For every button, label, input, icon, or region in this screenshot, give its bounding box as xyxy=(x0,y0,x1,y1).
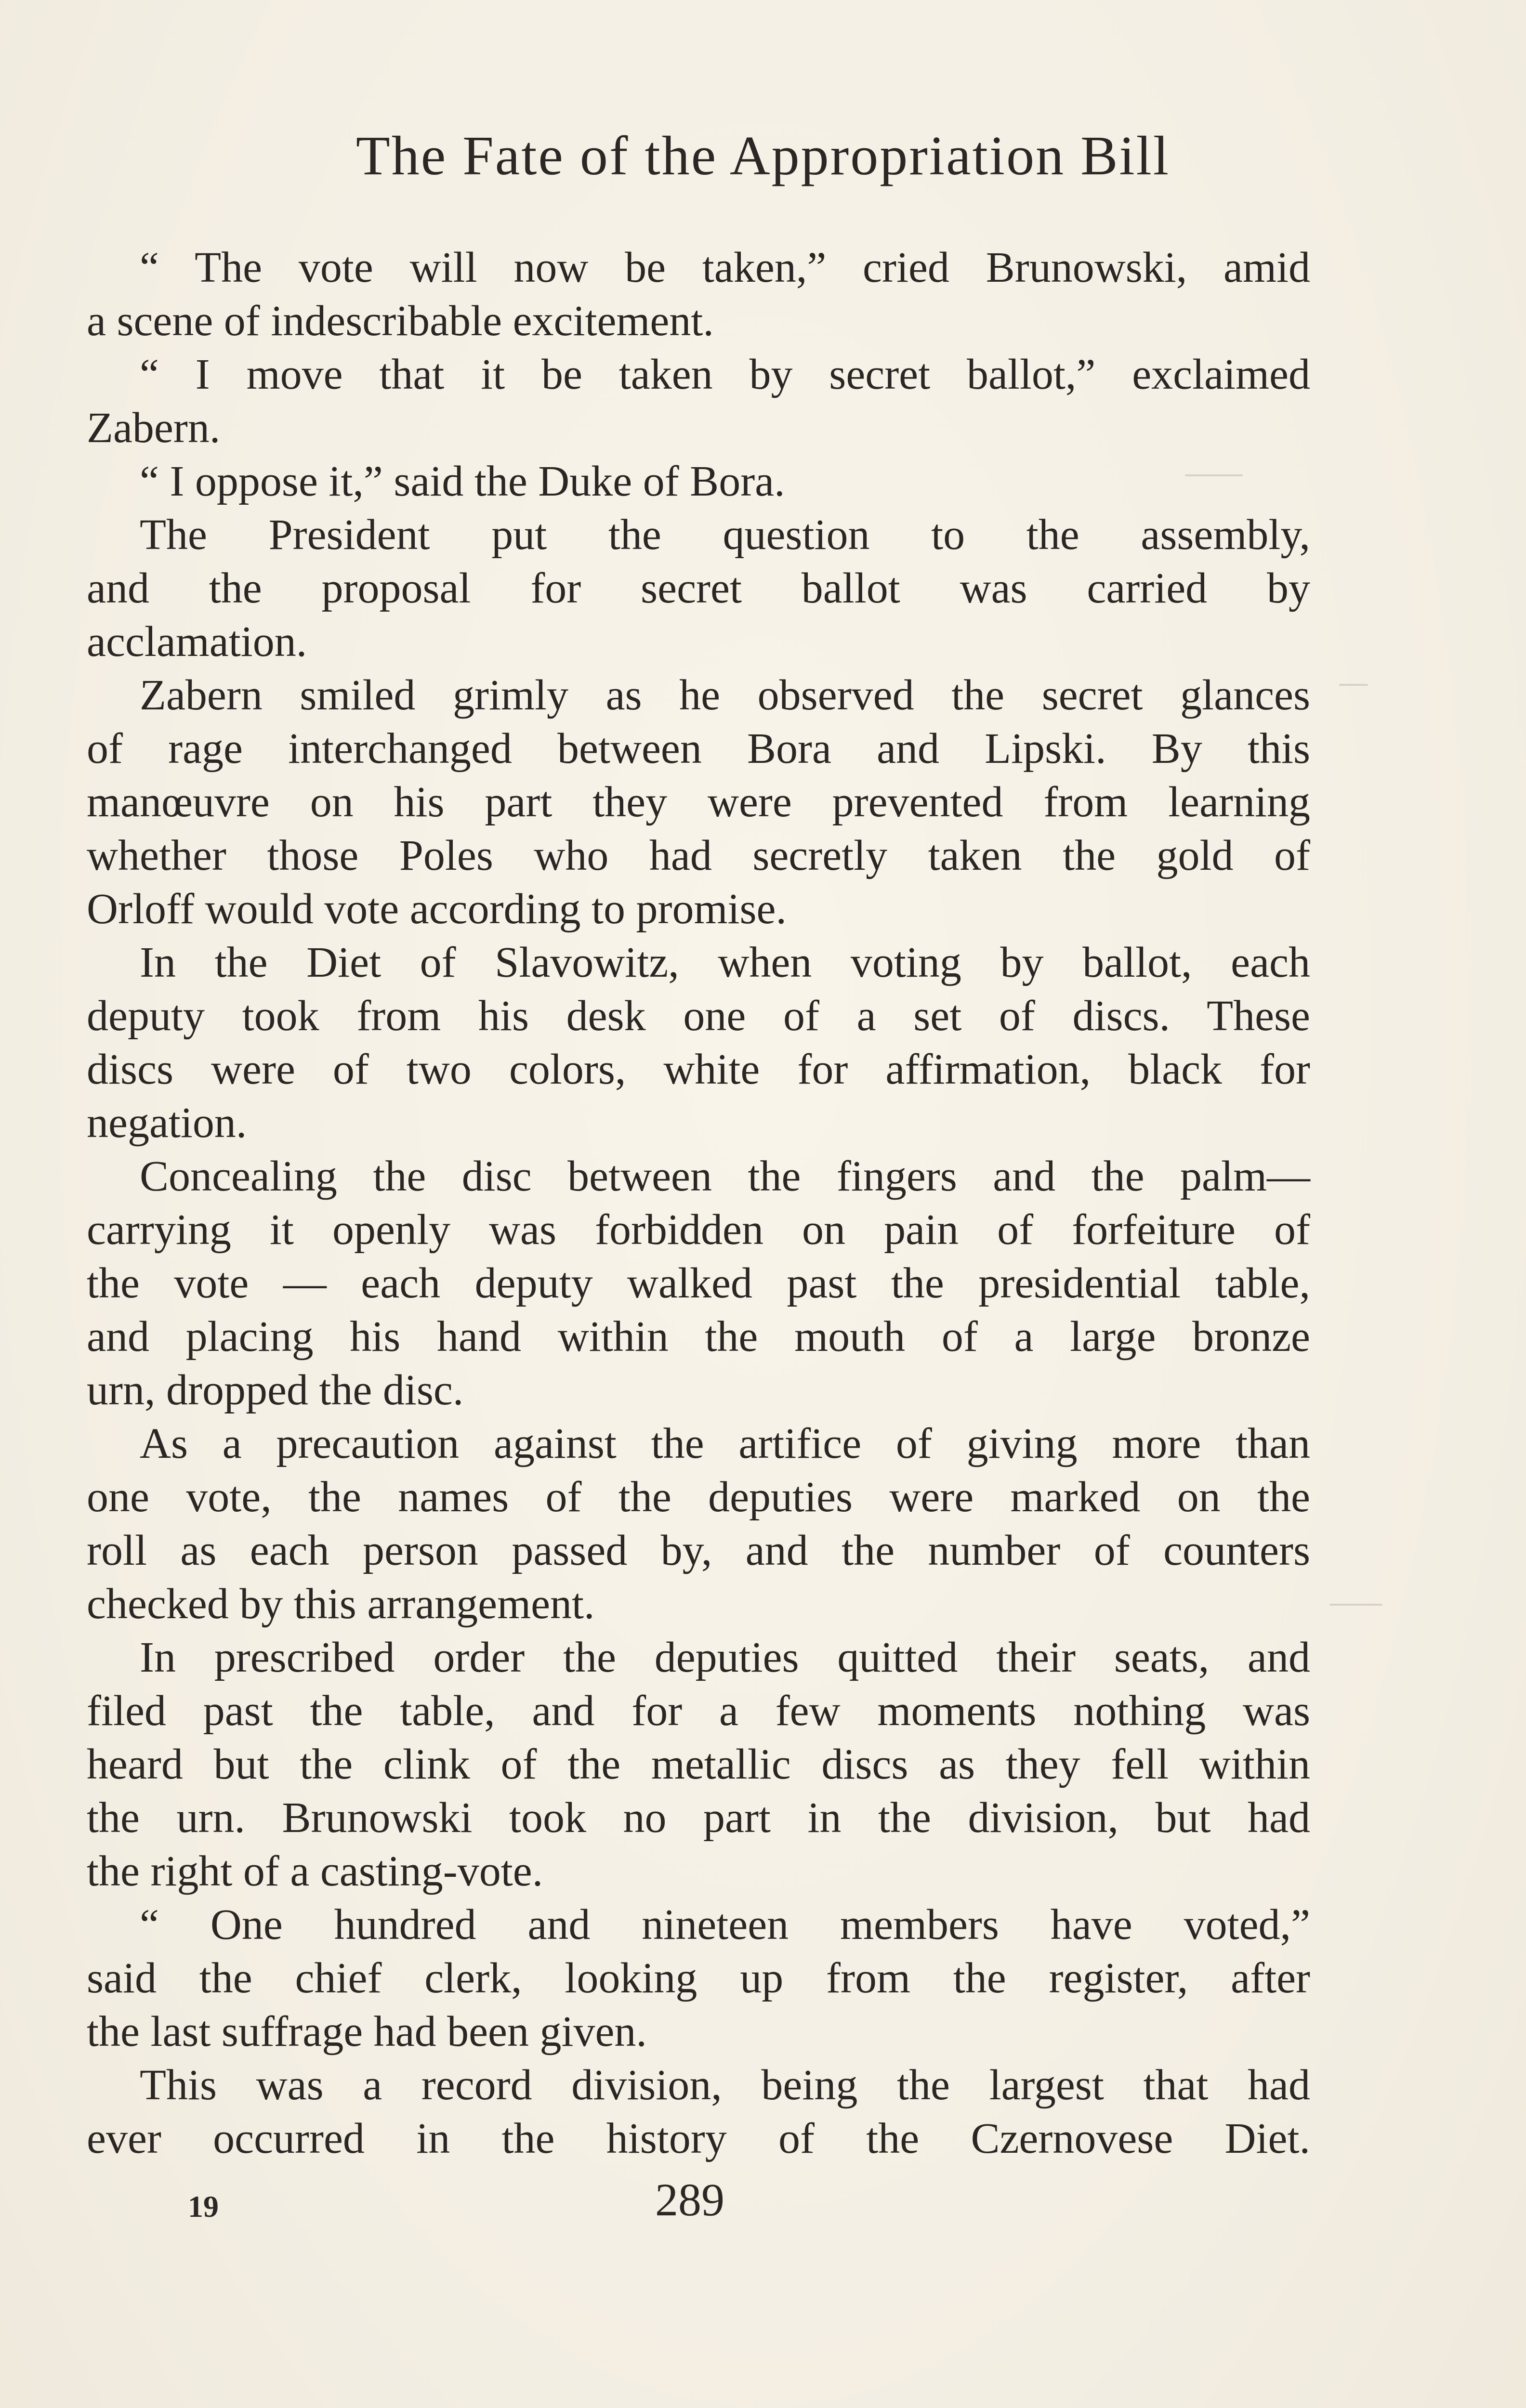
signature-mark: 19 xyxy=(188,2189,219,2224)
paragraph xyxy=(87,348,1310,455)
text-line: This was a record division, being the largest that had xyxy=(140,2061,1310,2109)
text-line: the urn. Brunowski took no part in the division, but had xyxy=(87,1794,1310,1842)
paragraph xyxy=(87,936,1310,1150)
text-line: filed past the table, and for a few moments nothing was xyxy=(87,1687,1310,1735)
text-line: deputy took from his desk one of a set of discs. These xyxy=(87,992,1310,1040)
text-line: heard but the clink of the metallic discs as they fell within xyxy=(87,1741,1310,1788)
text-line: urn, dropped the disc. xyxy=(87,1366,464,1414)
text-line: The President put the question to the assembly, xyxy=(140,511,1310,559)
text-line: ever occurred in the history of the Czernovese Diet. xyxy=(87,2115,1310,2162)
body-text xyxy=(87,241,1310,2165)
paper-speck xyxy=(1329,1604,1382,1606)
text-line: the right of a casting-vote. xyxy=(87,1847,543,1895)
paper-speck xyxy=(1339,684,1368,686)
text-line: Zabern. xyxy=(87,404,221,452)
text-line: manœuvre on his part they were prevented from learning xyxy=(87,778,1310,826)
text-line: and placing his hand within the mouth of a large bronze xyxy=(87,1313,1310,1361)
paragraph xyxy=(87,1631,1310,1898)
text-line: a scene of indescribable excitement. xyxy=(87,297,714,345)
text-line: said the chief clerk, looking up from the register, after xyxy=(87,1954,1310,2002)
text-line: and the proposal for secret ballot was carried by xyxy=(87,564,1310,612)
text-line: roll as each person passed by, and the number of counters xyxy=(87,1527,1310,1574)
paragraph xyxy=(87,1417,1310,1631)
text-line: discs were of two colors, white for affirmation, black for xyxy=(87,1046,1310,1093)
paragraph xyxy=(87,668,1310,936)
text-line: “ I oppose it,” said the Duke of Bora. xyxy=(140,458,785,505)
paragraph xyxy=(87,1898,1310,2058)
paragraph xyxy=(87,455,1310,508)
paper-speck xyxy=(1185,474,1243,476)
text-line: Orloff would vote according to promise. xyxy=(87,885,787,933)
text-line: “ I move that it be taken by secret ballot,” exclaimed xyxy=(140,351,1310,398)
paragraph xyxy=(87,241,1310,348)
text-line: acclamation. xyxy=(87,618,307,666)
text-line: In prescribed order the deputies quitted their seats, and xyxy=(140,1634,1310,1681)
paragraph xyxy=(87,508,1310,668)
text-line: the last suffrage had been given. xyxy=(87,2008,647,2055)
text-line: whether those Poles who had secretly taken the gold of xyxy=(87,832,1310,879)
paragraph xyxy=(87,1150,1310,1417)
text-line: As a precaution against the artifice of giving more than xyxy=(140,1420,1310,1467)
text-line: In the Diet of Slavowitz, when voting by ballot, each xyxy=(140,939,1310,986)
text-line: the vote — each deputy walked past the presidential table, xyxy=(87,1259,1310,1307)
text-line: “ The vote will now be taken,” cried Brunowski, amid xyxy=(140,244,1310,291)
paragraph xyxy=(87,2058,1310,2165)
text-line: Concealing the disc between the fingers and the palm— xyxy=(140,1152,1310,1200)
running-head-title: The Fate of the Appropriation Bill xyxy=(355,125,1171,187)
text-line: Zabern smiled grimly as he observed the secret glances xyxy=(140,671,1310,719)
page-number: 289 xyxy=(655,2174,724,2225)
text-line: carrying it openly was forbidden on pain of forfeiture of xyxy=(87,1206,1310,1254)
text-line: “ One hundred and nineteen members have voted,” xyxy=(140,1901,1310,1949)
text-line: negation. xyxy=(87,1099,247,1147)
text-line: of rage interchanged between Bora and Lipski. By this xyxy=(87,725,1310,772)
text-line: checked by this arrangement. xyxy=(87,1580,595,1628)
text-line: one vote, the names of the deputies were marked on the xyxy=(87,1473,1310,1521)
